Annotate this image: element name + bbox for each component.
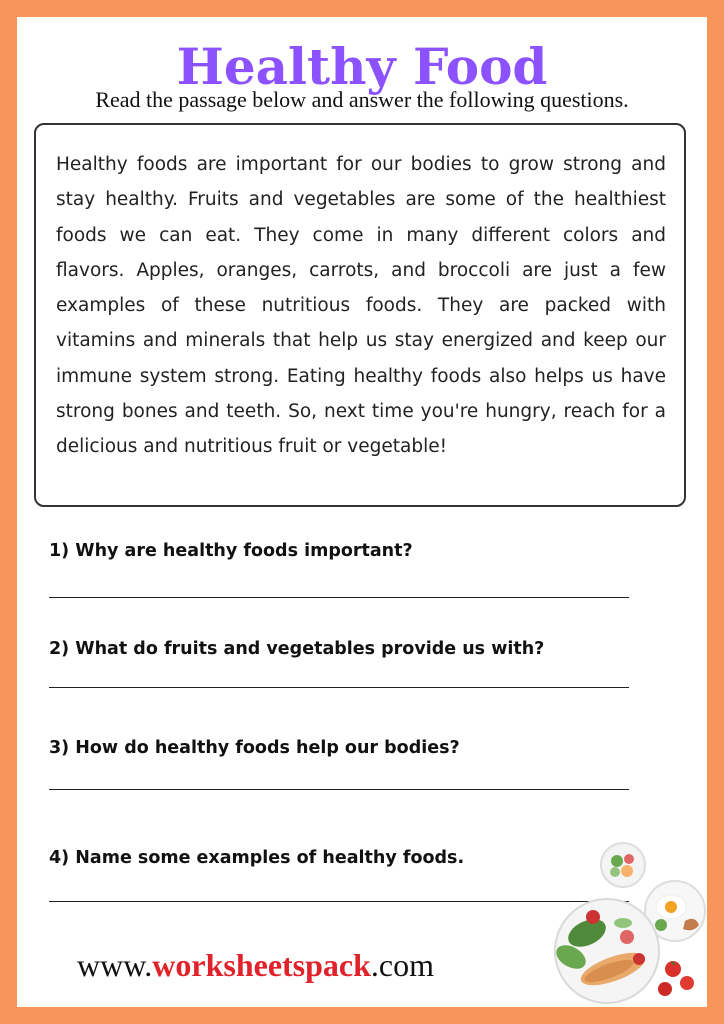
worksheet-title: Healthy Food bbox=[176, 37, 548, 96]
question-4: 4) Name some examples of healthy foods. bbox=[49, 848, 465, 868]
question-3: 3) How do healthy foods help our bodies? bbox=[49, 738, 460, 758]
answer-line-1[interactable] bbox=[49, 597, 629, 598]
website-footer bbox=[77, 945, 434, 985]
answer-line-2[interactable] bbox=[49, 687, 629, 688]
tomato-icon bbox=[658, 961, 694, 996]
answer-line-3[interactable] bbox=[49, 789, 629, 790]
salad-bowl-icon bbox=[601, 843, 645, 887]
healthy-food-illustration bbox=[535, 841, 707, 1007]
question-1: 1) Why are healthy foods important? bbox=[49, 541, 413, 561]
footer-brand: worksheetspack bbox=[152, 947, 371, 983]
worksheet-page bbox=[17, 17, 707, 1007]
question-2: 2) What do fruits and vegetables provide us with? bbox=[49, 639, 545, 659]
passage-text: Healthy foods are important for our bodies to grow strong and stay healthy. Fruits and vegetables are some of the healthiest foods we can eat. They come in many different colors and flavors. Apples, oranges, carrots, and broccoli are just a few examples of these nutritious foods. They are packed with vitamins and minerals that help us stay energized and keep our immune system strong. Eating healthy foods also helps us have strong bones and teeth. So, next time you're hungry, reach for a delicious and nutritious fruit or vegetable! bbox=[56, 154, 666, 458]
footer-suffix: .com bbox=[370, 947, 435, 983]
instructions-text: Read the passage below and answer the following questions. bbox=[95, 87, 629, 112]
passage-box bbox=[34, 123, 686, 507]
chicken-salad-plate-icon bbox=[552, 899, 659, 1003]
footer-prefix: www. bbox=[77, 947, 153, 983]
